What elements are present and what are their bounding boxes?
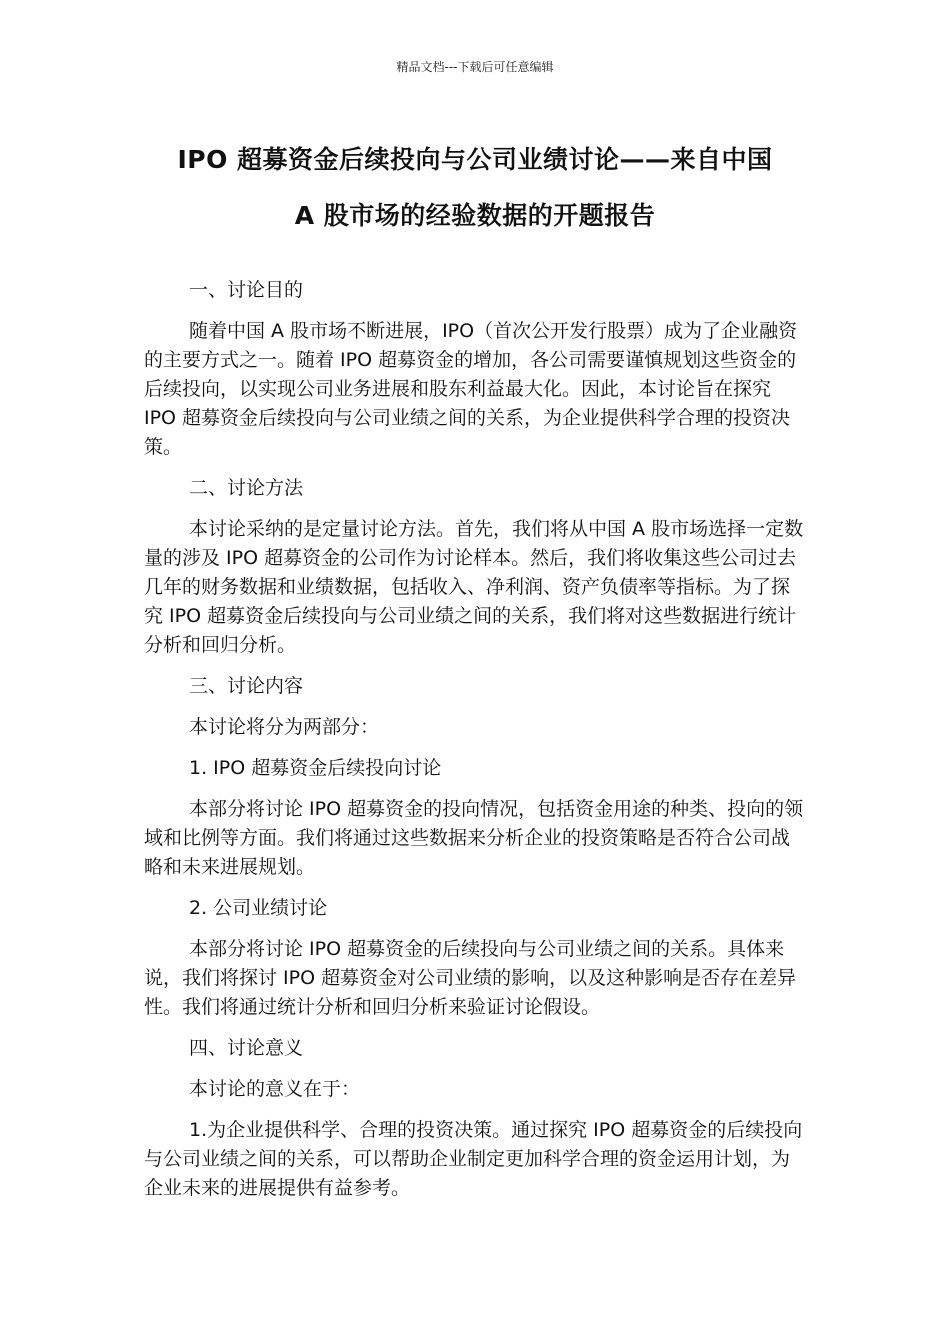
paragraph-significance-intro: 本讨论的意义在于： (189, 1078, 361, 1100)
document-title-line-2: A 股市场的经验数据的开题报告 (294, 201, 656, 230)
paragraph-significance-1: 1.为企业提供科学、合理的投资决策。通过探究 IPO 超募资金的后续投向与公司业绩之间的关系，可以帮助企业制定更加科学合理的资金运用计划，为企业未来的进展提供有益参考。 (144, 1119, 803, 1199)
section-heading-significance: 四、讨论意义 (189, 1037, 304, 1059)
section-heading-method: 二、讨论方法 (189, 477, 304, 499)
section-heading-content: 三、讨论内容 (189, 675, 304, 697)
document-title-line-1: IPO 超募资金后续投向与公司业绩讨论——来自中国 (177, 145, 773, 174)
paragraph-purpose: 随着中国 A 股市场不断进展，IPO（首次公开发行股票）成为了企业融资的主要方式之一。随着 IPO 超募资金的增加，各公司需要谨慎规划这些资金的后续投向，以实现公司业务进展和股东利益最大化。因此，本讨论旨在探究 IPO 超募资金后续投向与公司业绩之间的关系，为企业提供科学合理的投资决策。 (144, 320, 798, 458)
document-body (144, 276, 806, 1215)
paragraph-subsection-1: 本部分将讨论 IPO 超募资金的投向情况，包括资金用途的种类、投向的领域和比例等方面。我们将通过这些数据来分析企业的投资策略是否符合公司战略和未来进展规划。 (144, 798, 804, 878)
paragraph-method: 本讨论采纳的是定量讨论方法。首先，我们将从中国 A 股市场选择一定数量的涉及 IPO 超募资金的公司作为讨论样本。然后，我们将收集这些公司过去几年的财务数据和业绩数据，包括收入、净利润、资产负债率等指标。为了探究 IPO 超募资金后续投向与公司业绩之间的关系，我们将对这些数据进行统计分析和回归分析。 (144, 518, 804, 656)
subsection-heading-2: 2. 公司业绩讨论 (189, 897, 328, 919)
header-note: 精品文档---下载后可任意编辑 (396, 60, 554, 74)
subsection-heading-1: 1. IPO 超募资金后续投向讨论 (189, 757, 442, 779)
paragraph-content-intro: 本讨论将分为两部分： (189, 716, 380, 738)
paragraph-subsection-2: 本部分将讨论 IPO 超募资金的后续投向与公司业绩之间的关系。具体来说，我们将探讨 IPO 超募资金对公司业绩的影响，以及这种影响是否存在差异性。我们将通过统计分析和回归分析来验证讨论假设。 (144, 938, 797, 1018)
section-heading-purpose: 一、讨论目的 (189, 279, 304, 301)
